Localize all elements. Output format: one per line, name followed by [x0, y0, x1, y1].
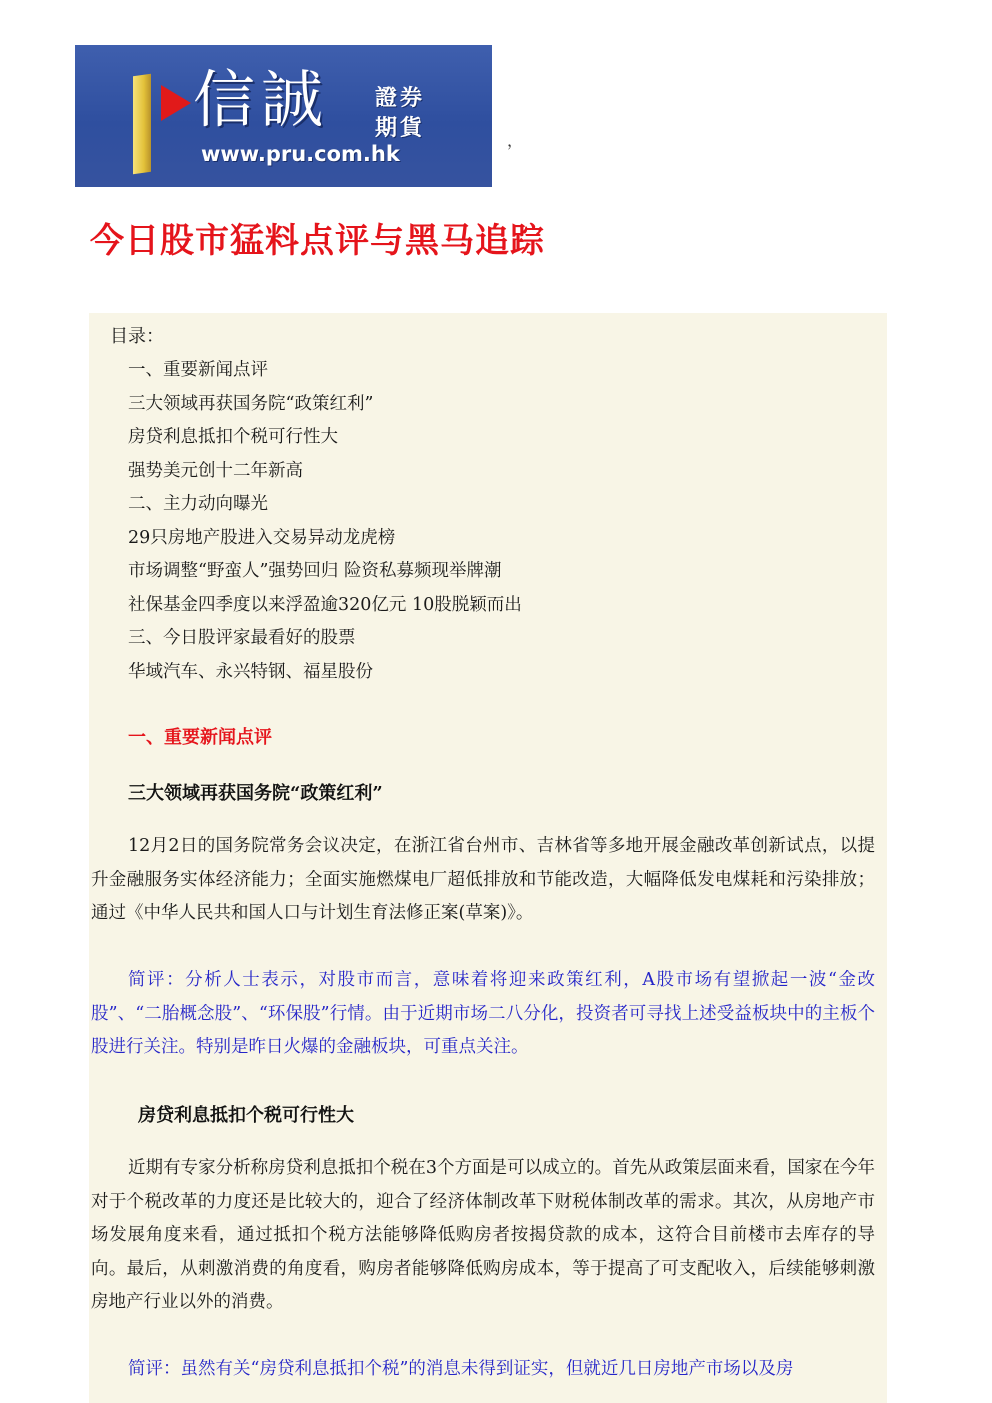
article-comment-policy-dividend: 简评：分析人士表示，对股市而言，意味着将迎来政策红利，A股市场有望掀起一波“金改股”、“二胎概念股”、“环保股”行情。由于近期市场二八分化，投资者可寻找上述受益板块中的主板个股进行关注。特别是昨日火爆的金融板块，可重点关注。	[91, 970, 875, 1057]
toc-item: 三大领域再获国务院“政策红利”	[128, 393, 374, 414]
logo-subtitle-securities: 證券	[375, 86, 426, 111]
section-heading-news: 一、重要新闻点评	[128, 727, 272, 748]
article-heading-policy-dividend: 三大领域再获国务院“政策红利”	[128, 783, 383, 804]
page-title: 今日股市猛料点评与黑马追踪	[90, 221, 545, 261]
toc-item: 房贷利息抵扣个税可行性大	[128, 427, 338, 447]
toc-item: 华域汽车、永兴特钢、福星股份	[128, 661, 373, 682]
logo-name: 信誠	[193, 63, 330, 136]
toc-item: 三、今日股评家最看好的股票	[128, 628, 356, 648]
toc-item: 29只房地产股进入交易异动龙虎榜	[128, 527, 396, 548]
logo-subtitle-futures: 期貨	[375, 116, 426, 141]
article-body-policy-dividend: 12月2日的国务院常务会议决定，在浙江省台州市、吉林省等多地开展金融改革创新试点，以提升金融服务实体经济能力；全面实施燃煤电厂超低排放和节能改造，大幅降低发电煤耗和污染排放；通过《中华人民共和国人口与计划生育法修正案(草案)》。	[91, 836, 875, 923]
article-heading-mortgage-tax: 房贷利息抵扣个税可行性大	[138, 1105, 354, 1126]
logo-gold-bar-graphic	[133, 74, 151, 175]
table-of-contents	[128, 354, 522, 689]
toc-heading: 目录：	[110, 326, 164, 347]
toc-item: 市场调整“野蛮人”强势回归 险资私募频现举牌潮	[128, 561, 502, 581]
article-body-mortgage-tax: 近期有专家分析称房贷利息抵扣个税在3个方面是可以成立的。首先从政策层面来看，国家在今年对于个税改革的力度还是比较大的，迎合了经济体制改革下财税体制改革的需求。其次，从房地产市场发展角度来看，通过抵扣个税方法能够降低购房者按揭贷款的成本，这符合目前楼市去库存的导向。最后，从刺激消费的角度看，购房者能够降低购房成本，等于提高了可支配收入，后续能够刺激房地产行业以外的消费。	[91, 1158, 875, 1312]
broker-logo-banner	[75, 45, 492, 187]
toc-item: 社保基金四季度以来浮盈逾320亿元 10股脱颖而出	[128, 594, 522, 615]
article-comment-mortgage-tax: 简评：虽然有关“房贷利息抵扣个税”的消息未得到证实，但就近几日房地产市场以及房	[128, 1359, 794, 1379]
toc-item: 二、主力动向曝光	[128, 494, 268, 514]
stray-mark: ，	[507, 131, 524, 150]
toc-item: 强势美元创十二年新高	[128, 460, 303, 481]
logo-url: www.pru.com.hk	[201, 142, 400, 166]
toc-item: 一、重要新闻点评	[128, 360, 268, 380]
logo-red-flag-graphic	[161, 85, 191, 121]
